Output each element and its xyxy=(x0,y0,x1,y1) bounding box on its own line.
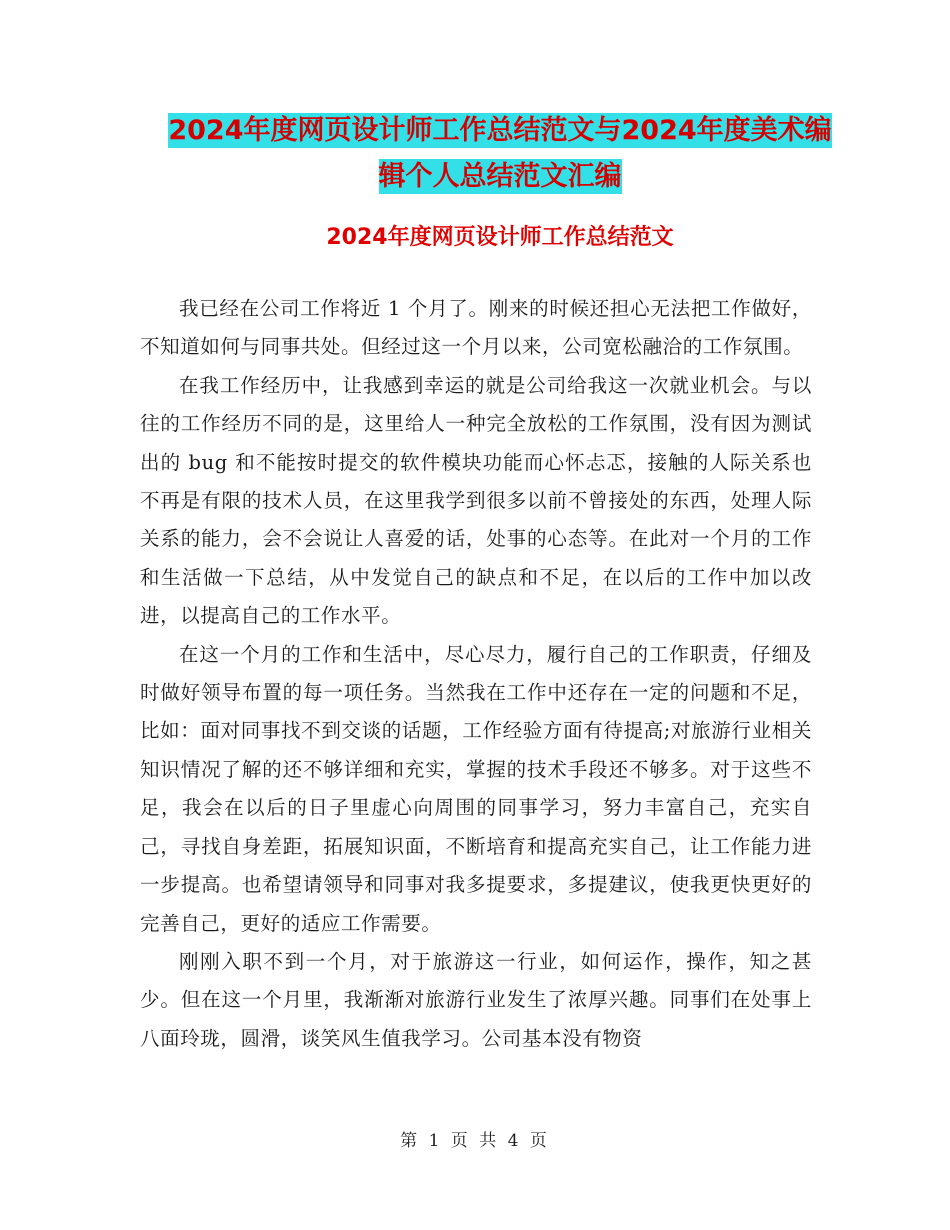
section-title: 2024年度网页设计师工作总结范文 xyxy=(326,225,674,250)
body-paragraph: 在我工作经历中，让我感到幸运的就是公司给我这一次就业机会。与以往的工作经历不同的是，这里给人一种完全放松的工作氛围，没有因为测试出的 bug 和不能按时提交的软件模块功能而心怀忐忑，接触的人际关系也不再是有限的技术人员，在这里我学到很多以前不曾接处的东西，处理人际关系的能力，会不会说让人喜爱的话，处事的心态等。在此对一个月的工作和生活做一下总结，从中发觉自己的缺点和不足，在以后的工作中加以改进，以提高自己的工作水平。 xyxy=(140,373,812,628)
document-body xyxy=(140,290,812,1058)
body-paragraph: 刚刚入职不到一个月，对于旅游这一行业，如何运作，操作，知之甚少。但在这一个月里，我渐渐对旅游行业发生了浓厚兴趣。同事们在处事上八面玲珑，圆滑，谈笑风生值我学习。公司基本没有物资 xyxy=(140,949,812,1050)
body-paragraph: 我已经在公司工作将近 1 个月了。刚来的时候还担心无法把工作做好，不知道如何与同事共处。但经过这一个月以来，公司宽松融洽的工作氛围。 xyxy=(140,297,812,359)
page-number-footer: 第 1 页 共 4 页 xyxy=(400,1131,550,1151)
body-paragraph: 在这一个月的工作和生活中，尽心尽力，履行自己的工作职责，仔细及时做好领导布置的每一项任务。当然我在工作中还存在一定的问题和不足，比如：面对同事找不到交谈的话题，工作经验方面有待提高;对旅游行业相关知识情况了解的还不够详细和充实，掌握的技术手段还不够多。对于这些不足，我会在以后的日子里虚心向周围的同事学习，努力丰富自己，充实自己，寻找自身差距，拓展知识面，不断培育和提高充实自己，让工作能力进一步提高。也希望请领导和同事对我多提要求，多提建议，使我更快更好的完善自己，更好的适应工作需要。 xyxy=(140,642,812,935)
document-title xyxy=(140,108,860,200)
document-title-line-1: 2024年度网页设计师工作总结范文与2024年度美术编 xyxy=(168,115,832,146)
document-title-line-2: 辑个人总结范文汇编 xyxy=(378,161,622,192)
